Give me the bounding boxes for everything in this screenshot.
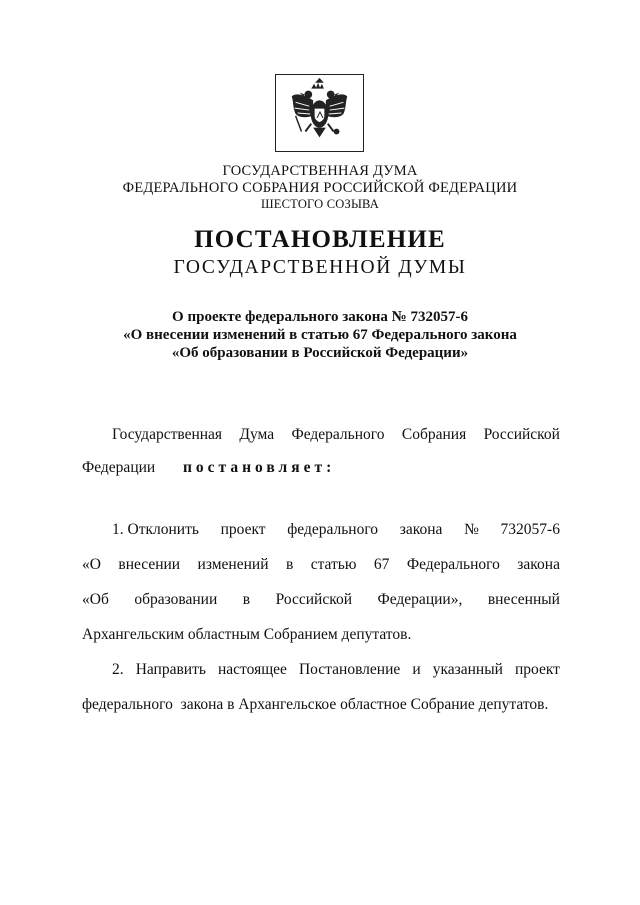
item2-line-2: федерального закона в Архангельское областное Собрание депутатов. (82, 696, 549, 713)
word: проект (514, 661, 560, 678)
word: Федерального (406, 556, 500, 573)
word: Российской (275, 591, 352, 608)
word: «Об (82, 591, 109, 608)
convocation-line: ШЕСТОГО СОЗЫВА (260, 197, 380, 211)
word: в (242, 591, 251, 608)
preamble-line-1 (112, 426, 560, 444)
item1-line-3 (82, 591, 560, 609)
item1-line-4: Архангельским областным Собранием депутатов. (82, 626, 412, 643)
word: закона (517, 556, 560, 573)
word: 2. (112, 661, 124, 678)
word: образовании (134, 591, 218, 608)
word: Направить (135, 661, 206, 678)
word: № (464, 521, 479, 538)
document-subtitle: ГОСУДАРСТВЕННОЙ ДУМЫ (173, 257, 467, 278)
word: Постановление (298, 661, 401, 678)
word: федерального (287, 521, 379, 538)
item2-line-1 (112, 661, 560, 679)
word: проект (220, 521, 266, 538)
subject-line-1: О проекте федерального закона № 732057-6 (172, 309, 468, 325)
document-title: ПОСТАНОВЛЕНИЕ (194, 226, 446, 253)
item1-line-2 (82, 556, 560, 574)
word: 67 (373, 556, 390, 573)
org-name-line-1: ГОСУДАРСТВЕННАЯ ДУМА (222, 163, 418, 179)
word: закона (399, 521, 443, 538)
word: изменений (197, 556, 269, 573)
preamble-line-2 (82, 459, 560, 477)
subject-line-2: «О внесении изменений в статью 67 Федерального закона (123, 327, 517, 343)
word: Государственная (112, 426, 223, 443)
word: Собрания (401, 426, 467, 443)
org-name-line-2: ФЕДЕРАЛЬНОГО СОБРАНИЯ РОССИЙСКОЙ ФЕДЕРАЦИИ (122, 180, 518, 196)
word: настоящее (218, 661, 287, 678)
word: внесении (118, 556, 181, 573)
word: Российской (483, 426, 560, 443)
word: Федерации (82, 459, 156, 476)
word: внесенный (487, 591, 560, 608)
word: 732057-6 (500, 521, 560, 538)
word: Федерации», (377, 591, 463, 608)
item1-line-1 (112, 521, 560, 539)
word: 1. Отклонить (112, 521, 199, 538)
word: в (285, 556, 294, 573)
word: Федерального (291, 426, 385, 443)
word: статью (310, 556, 357, 573)
word: «О (82, 556, 101, 573)
double-headed-eagle-icon (275, 74, 364, 152)
word: и (412, 661, 421, 678)
word: Дума (239, 426, 275, 443)
decree-word: постановляет: (182, 459, 336, 476)
word: указанный (432, 661, 503, 678)
subject-line-3: «Об образовании в Российской Федерации» (171, 345, 469, 361)
